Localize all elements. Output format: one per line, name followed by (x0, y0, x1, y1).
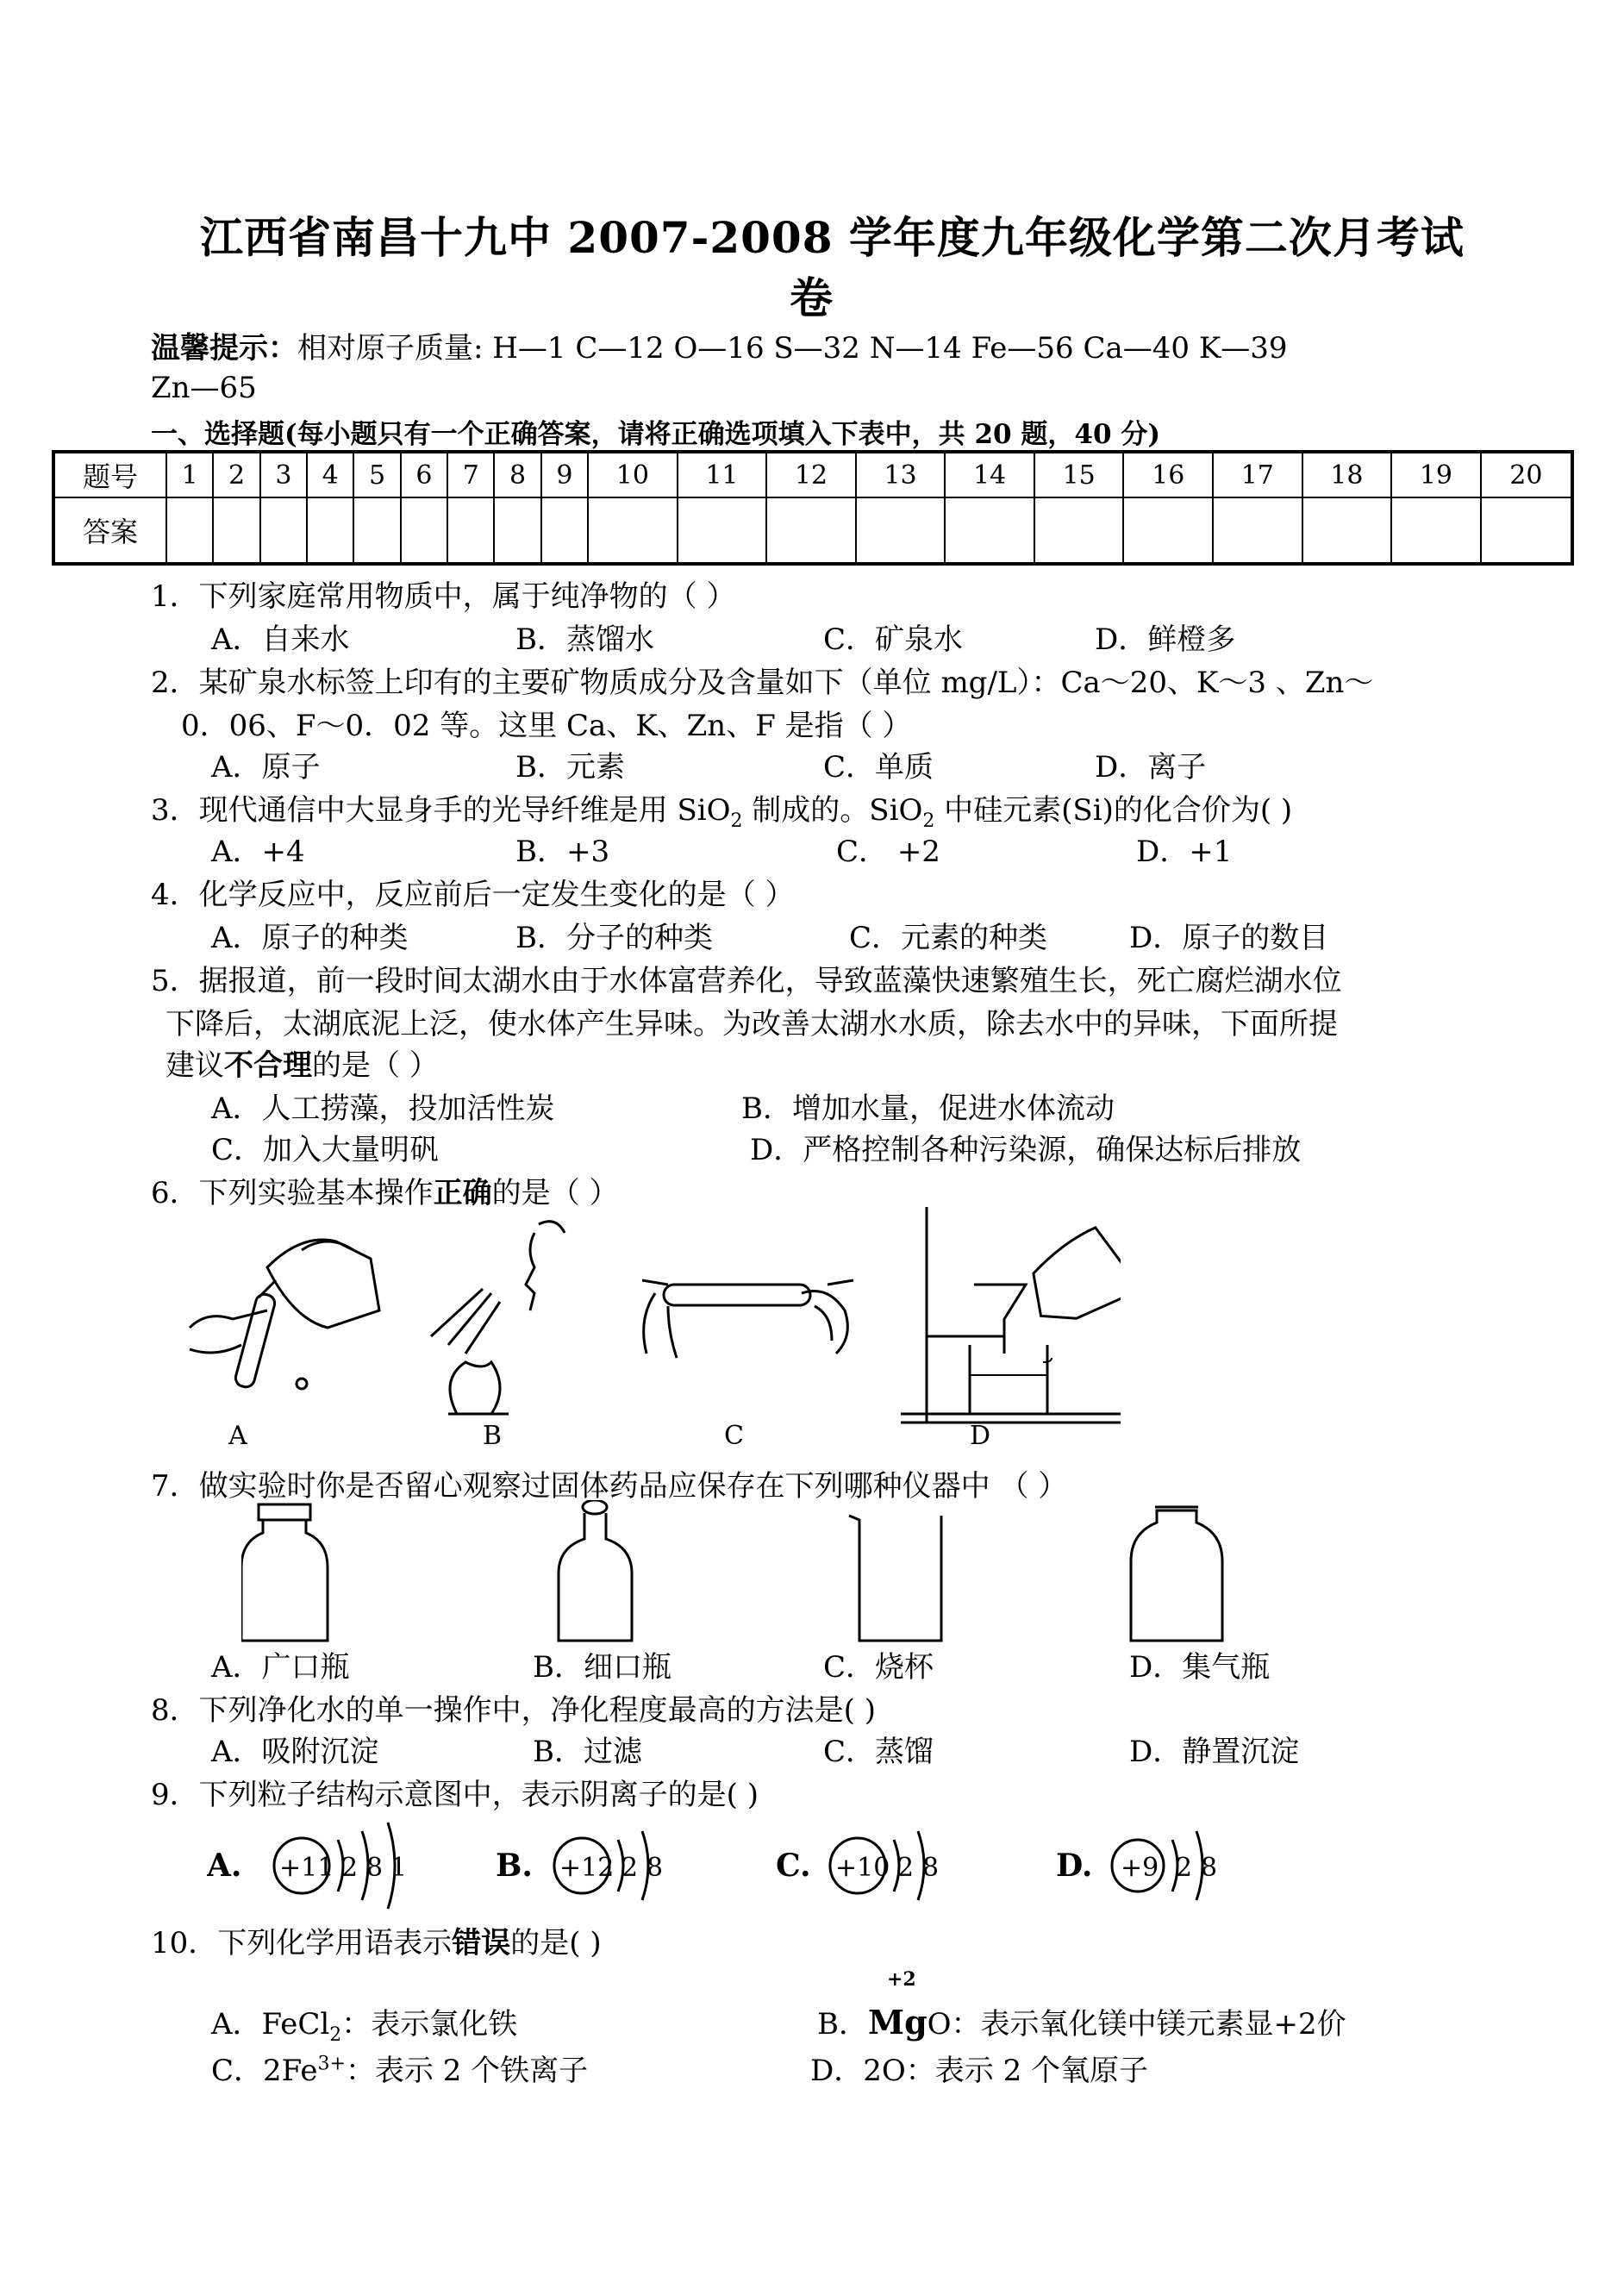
q4-option-b: B．分子的种类 (515, 921, 713, 955)
atom-diagram-b (496, 1831, 663, 1900)
number-cell: 20 (1481, 452, 1572, 497)
answer-cell[interactable] (307, 497, 353, 564)
q10-option-b (817, 1968, 1346, 2042)
page-title-continued: 卷 (790, 272, 834, 323)
answer-table-header-row (53, 452, 1572, 497)
q9-d-shell-1: 2 (1176, 1853, 1193, 1883)
narrow-mouth-bottle-icon (559, 1500, 632, 1641)
q10-b-post: O：表示氧化镁中镁元素显+2价 (927, 2007, 1346, 2042)
answer-table-answer-row (53, 497, 1572, 564)
q9-a-nucleus: +11 (279, 1853, 334, 1883)
q9-b-nucleus: +12 (559, 1853, 615, 1883)
number-cell: 10 (588, 452, 678, 497)
atom-diagram-a (207, 1823, 407, 1909)
q1-option-d: D．鲜橙多 (1095, 622, 1236, 657)
question-3-stem (151, 786, 1292, 832)
q9-label-a: A. (207, 1848, 242, 1884)
q9-c-nucleus: +10 (835, 1853, 890, 1883)
q10-a-pre: A．FeCl (211, 2007, 330, 2042)
q3-option-a: A．+4 (211, 835, 305, 869)
q9-label-c: C. (776, 1848, 811, 1884)
q9-c-shell-1: 2 (897, 1853, 915, 1883)
q6-label-b: B (483, 1421, 503, 1451)
q9-b-shell-1: 2 (621, 1853, 639, 1883)
q9-a-shell-1: 2 (341, 1853, 359, 1883)
answer-label-cell: 答案 (53, 497, 166, 564)
number-cell: 11 (678, 452, 767, 497)
tip-label: 温馨提示： (151, 331, 297, 366)
q7-option-b: B．细口瓶 (533, 1650, 671, 1685)
atom-diagram-c (776, 1831, 939, 1900)
answer-cell[interactable] (766, 497, 856, 564)
q10-option-c (211, 2047, 588, 2089)
answer-cell[interactable] (353, 497, 400, 564)
answer-cell[interactable] (401, 497, 447, 564)
answer-cell[interactable] (1213, 497, 1302, 564)
answer-cell[interactable] (678, 497, 767, 564)
number-cell: 1 (166, 452, 213, 497)
q10-option-d: D．2O：表示 2 个氧原子 (810, 2054, 1149, 2088)
number-cell: 16 (1123, 452, 1213, 497)
q10-stem-post: 的是( ) (510, 1926, 602, 1960)
answer-cell[interactable] (588, 497, 678, 564)
q3-sub-2: 2 (922, 810, 935, 832)
answer-cell[interactable] (541, 497, 588, 564)
answer-cell[interactable] (1302, 497, 1392, 564)
q2-option-d: D．离子 (1095, 750, 1207, 785)
answer-cell[interactable] (494, 497, 540, 564)
number-cell: 9 (541, 452, 588, 497)
question-2-stem: 2．某矿泉水标签上印有的主要矿物质成分及含量如下（单位 mg/L）：Ca～20、K～3 、Zn～ (151, 666, 1374, 700)
number-cell: 5 (353, 452, 400, 497)
number-cell: 13 (856, 452, 946, 497)
q6-lab-illustrations (172, 1198, 1121, 1457)
q10-b-mg: Mg (868, 2003, 928, 2042)
smelling-gas-illustration (431, 1222, 565, 1414)
q5-option-d: D．严格控制各种污染源，确保达标后排放 (750, 1133, 1302, 1167)
number-cell: 2 (213, 452, 259, 497)
q1-option-c: C．矿泉水 (823, 622, 964, 657)
q10-b-pre: B． (817, 2007, 868, 2042)
gas-jar-icon (1131, 1507, 1222, 1641)
answer-cell[interactable] (1034, 497, 1124, 564)
q6-label-c: C (724, 1421, 744, 1451)
q9-label-d: D. (1056, 1848, 1093, 1884)
section-heading: 一、选择题(每小题只有一个正确答案，请将正确选项填入下表中，共 20 题，40 分) (151, 419, 1160, 450)
q6-label-a: A (228, 1421, 247, 1451)
question-4-stem: 4．化学反应中，反应前后一定发生变化的是（ ） (151, 878, 795, 912)
answer-cell[interactable] (447, 497, 494, 564)
q3-option-d: D．+1 (1136, 835, 1233, 869)
answer-table (52, 450, 1574, 566)
q10-stem-pre: 10．下列化学用语表示 (151, 1926, 453, 1960)
number-cell: 17 (1213, 452, 1302, 497)
question-2-stem-2: 0．06、F～0．02 等。这里 Ca、K、Zn、F 是指（ ） (181, 709, 912, 743)
answer-cell[interactable] (1391, 497, 1481, 564)
q5-option-b: B．增加水量，促进水体流动 (741, 1091, 1115, 1126)
number-cell: 8 (494, 452, 540, 497)
q3-stem-mid: 制成的。SiO (742, 793, 923, 828)
q8-option-c: C．蒸馏 (823, 1735, 934, 1769)
q4-option-c: C．元素的种类 (849, 921, 1048, 955)
q5-option-c: C．加入大量明矾 (211, 1133, 440, 1167)
wide-mouth-bottle-icon (241, 1504, 328, 1641)
q3-option-b: B．+3 (515, 835, 610, 869)
question-7-stem: 7．做实验时你是否留心观察过固体药品应保存在下列哪种仪器中 （ ） (151, 1469, 1068, 1504)
q1-option-b: B．蒸馏水 (515, 622, 654, 657)
q10-c-sup: 3+ (317, 2053, 346, 2075)
header-label-cell: 题号 (53, 452, 166, 497)
q7-option-a: A．广口瓶 (211, 1650, 350, 1685)
q8-option-d: D．静置沉淀 (1129, 1735, 1300, 1769)
q2-option-c: C．单质 (823, 750, 934, 785)
q7-option-c: C．烧杯 (823, 1650, 934, 1685)
q3-sub-1: 2 (730, 810, 743, 832)
beaker-icon (849, 1516, 941, 1641)
number-cell: 7 (447, 452, 494, 497)
answer-cell[interactable] (856, 497, 946, 564)
answer-cell[interactable] (166, 497, 213, 564)
q10-a-post: ：表示氯化铁 (341, 2007, 518, 2042)
q3-stem-pre: 3．现代通信中大显身手的光导纤维是用 SiO (151, 793, 731, 828)
q10-option-a (211, 2000, 517, 2046)
number-cell: 4 (307, 452, 353, 497)
q1-option-a: A．自来水 (211, 622, 350, 657)
q5-emphasis: 不合理 (224, 1048, 312, 1083)
q8-option-b: B．过滤 (533, 1735, 642, 1769)
page-title: 江西省南昌十九中 2007-2008 学年度九年级化学第二次月考试 (200, 212, 1465, 263)
q8-option-a: A．吸附沉淀 (211, 1735, 379, 1769)
number-cell: 3 (260, 452, 307, 497)
q6-emphasis: 正确 (433, 1176, 492, 1210)
number-cell: 15 (1034, 452, 1124, 497)
pouring-liquid-illustration (190, 1240, 379, 1389)
q10-b-valence: +2 (887, 1968, 916, 1991)
tip-line-2: Zn—65 (151, 371, 257, 405)
answer-cell[interactable] (213, 497, 259, 564)
atom-diagram-d (1056, 1831, 1217, 1900)
filtration-illustration (901, 1207, 1121, 1423)
q10-c-pre: C．2Fe (211, 2054, 318, 2088)
q9-label-b: B. (496, 1848, 533, 1884)
question-5-stem-3 (166, 1041, 439, 1084)
q5-option-a: A．人工捞藻，投加活性炭 (211, 1091, 555, 1126)
q3-option-c: C． +2 (836, 835, 940, 869)
q4-option-a: A．原子的种类 (211, 921, 409, 955)
q10-a-sub: 2 (329, 2023, 342, 2046)
q7-glassware-illustrations (241, 1500, 1233, 1647)
question-5-stem-2: 下降后，太湖底泥上泛，使水体产生异味。为改善太湖水水质，除去水中的异味，下面所提 (166, 1007, 1338, 1041)
number-cell: 18 (1302, 452, 1392, 497)
q9-d-shell-2: 8 (1201, 1853, 1218, 1883)
number-cell: 12 (766, 452, 856, 497)
q6-stem-post: 的是（ ） (491, 1176, 619, 1210)
q10-b-symbol (868, 1968, 928, 2042)
number-cell: 14 (945, 452, 1034, 497)
number-cell: 19 (1391, 452, 1481, 497)
q9-b-shell-2: 8 (646, 1853, 664, 1883)
tip-line (151, 324, 1288, 366)
q4-option-d: D．原子的数目 (1129, 921, 1329, 955)
answer-cell[interactable] (1481, 497, 1572, 564)
q6-label-d: D (970, 1421, 991, 1451)
q9-a-shell-3: 1 (390, 1853, 408, 1883)
question-10-stem (151, 1919, 602, 1961)
number-cell: 6 (401, 452, 447, 497)
tip-text: 相对原子质量: H—1 C—12 O—16 S—32 N—14 Fe—56 Ca—40 K—39 (297, 331, 1288, 366)
question-1-stem: 1．下列家庭常用物质中，属于纯净物的（ ） (151, 579, 736, 614)
q10-emphasis: 错误 (452, 1926, 511, 1960)
q9-d-nucleus: +9 (1121, 1853, 1159, 1883)
q9-a-shell-2: 8 (366, 1853, 384, 1883)
answer-cell[interactable] (945, 497, 1034, 564)
shaking-tube-illustration (642, 1280, 853, 1358)
q5-stem3-post: 的是（ ） (312, 1048, 439, 1083)
q3-stem-post: 中硅元素(Si)的化合价为( ) (934, 793, 1293, 828)
question-9-stem: 9．下列粒子结构示意图中，表示阴离子的是( ) (151, 1778, 759, 1812)
q7-option-d: D．集气瓶 (1129, 1650, 1271, 1685)
q10-c-post: ：表示 2 个铁离子 (345, 2054, 589, 2088)
answer-cell[interactable] (260, 497, 307, 564)
q6-stem-pre: 6．下列实验基本操作 (151, 1176, 434, 1210)
question-8-stem: 8．下列净化水的单一操作中，净化程度最高的方法是( ) (151, 1693, 876, 1728)
answer-cell[interactable] (1123, 497, 1213, 564)
question-5-stem: 5．据报道，前一段时间太湖水由于水体富营养化，导致蓝藻快速繁殖生长，死亡腐烂湖水位 (151, 964, 1342, 998)
q9-atom-diagrams (207, 1814, 1241, 1917)
q9-c-shell-2: 8 (922, 1853, 940, 1883)
q2-option-a: A．原子 (211, 750, 321, 785)
q2-option-b: B．元素 (515, 750, 625, 785)
q5-stem3-pre: 建议 (166, 1048, 224, 1083)
